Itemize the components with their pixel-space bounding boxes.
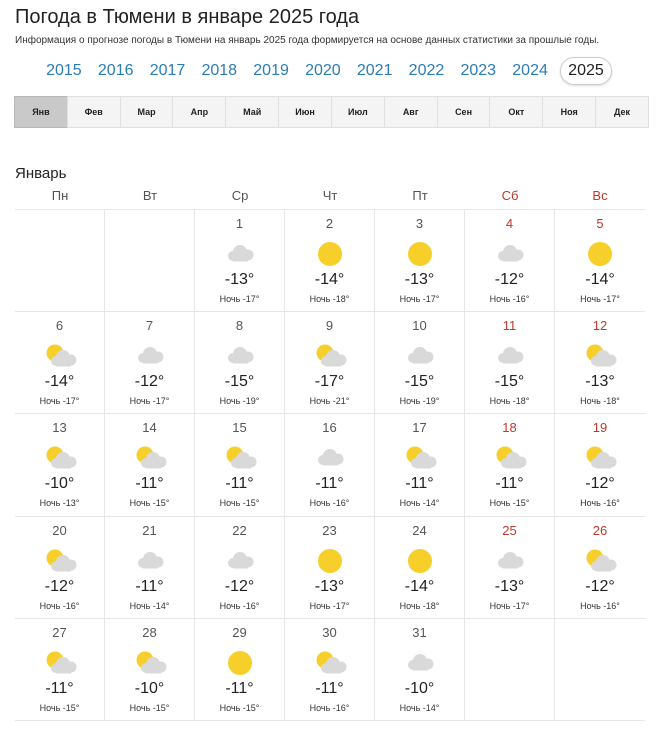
night-temperature: Ночь -17° (129, 396, 170, 407)
day-number: 18 (502, 420, 517, 436)
day-temperature: -11° (225, 475, 254, 493)
day-number: 7 (145, 318, 154, 334)
day-number: 24 (412, 522, 427, 538)
cloud-icon (403, 649, 437, 677)
weekday-label: Пн (51, 188, 69, 203)
day-number: 3 (415, 216, 424, 231)
day-number: 19 (592, 420, 608, 436)
partly-cloudy-icon (43, 342, 77, 370)
night-temperature: Ночь -21° (309, 396, 350, 407)
calendar-grid (15, 209, 645, 721)
day-number: 22 (232, 522, 247, 538)
night-temperature: Ночь -19° (219, 396, 260, 407)
day-temperature: -12° (44, 577, 75, 595)
day-cell[interactable] (375, 210, 465, 312)
year-link-2025[interactable]: 2025 (560, 57, 612, 85)
day-cell[interactable] (285, 414, 375, 516)
day-number: 13 (52, 420, 67, 436)
day-temperature: -11° (45, 679, 74, 697)
day-number: 16 (322, 420, 337, 436)
day-temperature: -14° (314, 271, 345, 288)
night-temperature: Ночь -16° (580, 600, 620, 611)
day-temperature: -13° (224, 271, 255, 288)
partly-cloudy-icon (223, 444, 257, 472)
month-tab-2[interactable]: Фев (67, 96, 121, 128)
day-temperature: -14° (44, 373, 75, 391)
day-cell[interactable] (465, 210, 555, 312)
year-link-2020[interactable]: 2020 (305, 62, 341, 79)
day-number: 10 (412, 318, 427, 334)
day-cell[interactable] (375, 414, 465, 516)
month-tab-12[interactable]: Дек (595, 96, 649, 128)
night-temperature: Ночь -16° (39, 600, 80, 611)
cloud-icon (493, 240, 527, 268)
partly-cloudy-icon (313, 342, 347, 370)
day-number: 30 (322, 624, 337, 640)
empty-cell (105, 210, 195, 312)
day-temperature: -10° (134, 679, 165, 697)
day-number: 1 (235, 216, 244, 231)
day-temperature: -14° (585, 271, 615, 288)
year-link-2019[interactable]: 2019 (253, 62, 289, 79)
night-temperature: Ночь -16° (219, 600, 260, 611)
partly-cloudy-icon (133, 444, 167, 472)
month-title: Январь (15, 165, 67, 182)
day-temperature: -11° (135, 577, 164, 595)
day-temperature: -12° (224, 577, 255, 595)
day-temperature: -11° (315, 475, 344, 493)
day-temperature: -17° (314, 373, 345, 391)
page-title: Погода в Тюмени в январе 2025 года (15, 6, 360, 28)
night-temperature: Ночь -16° (309, 702, 350, 713)
day-number: 31 (412, 624, 427, 640)
night-temperature: Ночь -14° (129, 600, 170, 611)
night-temperature: Ночь -16° (580, 498, 620, 509)
cloud-icon (493, 342, 527, 370)
year-selector (38, 56, 663, 86)
weekday-header (15, 188, 645, 208)
sun-icon (403, 547, 437, 575)
night-temperature: Ночь -19° (399, 396, 440, 407)
partly-cloudy-icon (493, 444, 527, 472)
day-number: 21 (142, 522, 157, 538)
day-temperature: -13° (404, 271, 435, 288)
day-cell[interactable] (375, 619, 465, 721)
empty-cell (555, 619, 645, 721)
day-cell[interactable] (15, 517, 105, 619)
night-temperature: Ночь -16° (489, 294, 530, 304)
night-temperature: Ночь -18° (399, 600, 440, 611)
cloud-icon (223, 342, 257, 370)
day-number: 23 (322, 522, 337, 538)
cloud-icon (133, 547, 167, 575)
year-link-2021[interactable]: 2021 (356, 62, 393, 79)
year-link-2015[interactable]: 2015 (46, 62, 82, 79)
day-cell[interactable] (465, 414, 555, 516)
day-temperature: -12° (585, 475, 615, 493)
day-cell[interactable] (465, 517, 555, 619)
day-cell[interactable] (105, 619, 195, 721)
day-cell[interactable] (285, 312, 375, 414)
sun-icon (313, 240, 347, 268)
day-number: 14 (142, 420, 157, 436)
night-temperature: Ночь -15° (219, 498, 260, 509)
day-cell[interactable] (15, 619, 105, 721)
day-number: 20 (52, 522, 67, 538)
day-number: 4 (505, 216, 514, 231)
month-tab-9[interactable]: Сен (437, 96, 491, 128)
night-temperature: Ночь -15° (39, 702, 80, 713)
night-temperature: Ночь -17° (580, 294, 620, 304)
weekday-label: Чт (322, 188, 338, 203)
night-temperature: Ночь -15° (489, 498, 530, 509)
year-link-2022[interactable]: 2022 (408, 62, 445, 79)
day-number: 27 (52, 624, 67, 640)
day-cell[interactable] (105, 312, 195, 414)
night-temperature: Ночь -14° (399, 498, 440, 509)
partly-cloudy-icon (43, 649, 77, 677)
partly-cloudy-icon (313, 649, 347, 677)
day-temperature: -12° (494, 271, 525, 288)
sun-icon (223, 649, 257, 677)
month-tab-10[interactable]: Окт (489, 96, 543, 128)
page-subtitle: Информация о прогнозе погоды в Тюмени на январь 2025 года формируется на основе данных статистики за прошлые годы. (15, 35, 600, 46)
day-cell[interactable] (105, 517, 195, 619)
day-cell[interactable] (105, 414, 195, 516)
night-temperature: Ночь -13° (39, 498, 80, 509)
day-temperature: -11° (315, 679, 344, 697)
partly-cloudy-icon (583, 547, 617, 575)
day-cell[interactable] (195, 312, 285, 414)
cloud-icon (403, 342, 437, 370)
day-number: 9 (325, 318, 334, 334)
day-temperature: -11° (135, 475, 164, 493)
night-temperature: Ночь -14° (399, 702, 440, 713)
cloud-icon (223, 240, 257, 268)
day-temperature: -15° (404, 373, 435, 391)
day-cell[interactable] (285, 210, 375, 312)
sun-icon (313, 547, 347, 575)
day-cell[interactable] (195, 414, 285, 516)
night-temperature: Ночь -18° (309, 294, 350, 304)
month-tab-8[interactable]: Авг (384, 96, 438, 128)
day-number: 29 (232, 624, 247, 640)
month-tab-5[interactable]: Май (225, 96, 279, 128)
day-number: 26 (592, 522, 608, 538)
day-cell[interactable] (465, 312, 555, 414)
month-tab-11[interactable]: Ноя (542, 96, 596, 128)
day-temperature: -10° (44, 475, 75, 493)
cloud-icon (493, 547, 527, 575)
day-cell[interactable] (195, 619, 285, 721)
day-temperature: -13° (314, 577, 345, 595)
day-temperature: -11° (405, 475, 434, 493)
day-cell[interactable] (195, 517, 285, 619)
night-temperature: Ночь -17° (309, 600, 350, 611)
day-number: 15 (232, 420, 247, 436)
day-temperature: -10° (404, 679, 435, 697)
year-link-2018[interactable]: 2018 (201, 62, 238, 79)
day-temperature: -13° (494, 577, 525, 595)
year-link-2023[interactable]: 2023 (460, 62, 497, 79)
partly-cloudy-icon (583, 342, 617, 370)
sun-icon (403, 240, 437, 268)
day-number: 5 (596, 216, 604, 231)
night-temperature: Ночь -15° (129, 702, 170, 713)
day-cell[interactable] (285, 517, 375, 619)
month-tab-7[interactable]: Июл (331, 96, 385, 128)
day-temperature: -11° (225, 679, 254, 697)
day-cell[interactable] (555, 210, 645, 312)
sun-icon (583, 240, 617, 268)
night-temperature: Ночь -15° (219, 702, 260, 713)
day-temperature: -13° (585, 373, 615, 391)
night-temperature: Ночь -17° (219, 294, 260, 304)
day-cell[interactable] (285, 619, 375, 721)
day-temperature: -15° (224, 373, 255, 391)
partly-cloudy-icon (583, 444, 617, 472)
partly-cloudy-icon (43, 547, 77, 575)
month-tabs (14, 96, 648, 128)
day-cell[interactable] (15, 312, 105, 414)
month-tab-1[interactable]: Янв (14, 96, 68, 128)
night-temperature: Ночь -16° (309, 498, 350, 509)
night-temperature: Ночь -17° (39, 396, 80, 407)
night-temperature: Ночь -15° (129, 498, 170, 509)
day-cell[interactable] (195, 210, 285, 312)
empty-cell (15, 210, 105, 312)
year-link-2016[interactable]: 2016 (97, 62, 134, 79)
day-number: 28 (142, 624, 157, 640)
year-link-2024[interactable]: 2024 (512, 62, 548, 79)
day-number: 2 (325, 216, 334, 231)
night-temperature: Ночь -17° (399, 294, 440, 304)
cloud-icon (223, 547, 257, 575)
weekday-label: Пт (412, 188, 428, 203)
partly-cloudy-icon (133, 649, 167, 677)
day-cell[interactable] (15, 414, 105, 516)
cloud-icon (313, 444, 347, 472)
day-number: 8 (235, 318, 244, 334)
weekday-label: Ср (231, 188, 249, 203)
day-cell[interactable] (375, 517, 465, 619)
year-link-2017[interactable]: 2017 (149, 62, 186, 79)
month-tab-6[interactable]: Июн (278, 96, 332, 128)
night-temperature: Ночь -18° (580, 396, 620, 407)
month-tab-3[interactable]: Мар (120, 96, 174, 128)
day-temperature: -12° (585, 577, 615, 595)
partly-cloudy-icon (403, 444, 437, 472)
day-cell[interactable] (555, 312, 645, 414)
day-temperature: -15° (494, 373, 525, 391)
day-number: 12 (592, 318, 608, 334)
cloud-icon (133, 342, 167, 370)
day-number: 11 (502, 318, 517, 334)
weekday-label: Вс (592, 188, 608, 203)
day-cell[interactable] (555, 517, 645, 619)
partly-cloudy-icon (43, 444, 77, 472)
day-temperature: -14° (404, 577, 435, 595)
day-temperature: -12° (134, 373, 165, 391)
month-tab-4[interactable]: Апр (172, 96, 226, 128)
day-number: 17 (412, 420, 427, 436)
day-number: 6 (55, 318, 64, 334)
weekday-label: Вт (142, 188, 158, 203)
day-cell[interactable] (555, 414, 645, 516)
day-cell[interactable] (375, 312, 465, 414)
empty-cell (465, 619, 555, 721)
night-temperature: Ночь -18° (489, 396, 530, 407)
weekday-label: Сб (501, 188, 519, 203)
day-number: 25 (502, 522, 517, 538)
night-temperature: Ночь -17° (489, 600, 530, 611)
day-temperature: -11° (495, 475, 524, 493)
